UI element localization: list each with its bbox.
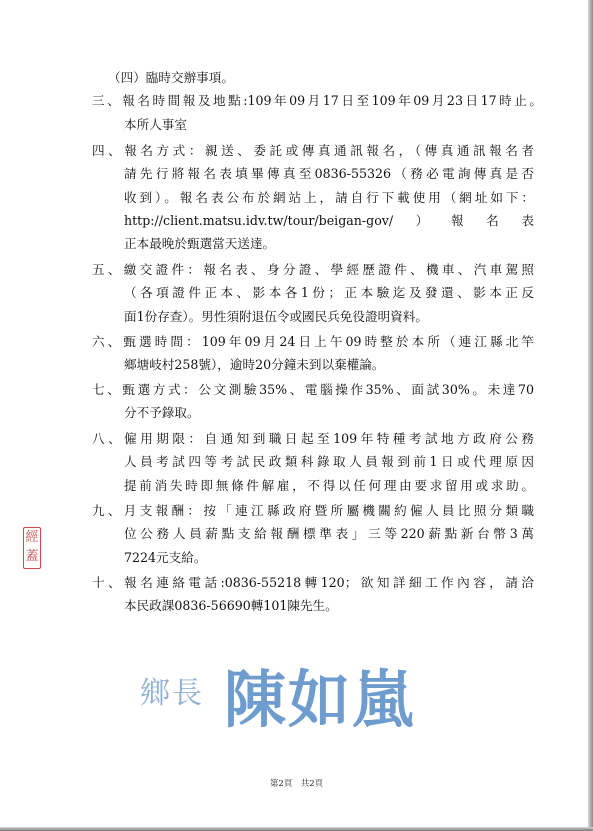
text-line: 五、繳交證件：報名表、身分證、學經歷證件、機車、汽車駕照 xyxy=(92,262,534,277)
seal-char: 經 xyxy=(25,530,39,545)
text-line: 九、月支報酬：按「連江縣政府暨所屬機關約僱人員比照分類職 xyxy=(92,503,534,518)
text-line: 提前消失時即無條件解雇，不得以任何理由要求留用或求助。 xyxy=(124,478,534,493)
text-line: 本民政課0836-56690轉101陳先生。 xyxy=(124,598,338,613)
text-line: 分不予錄取。 xyxy=(124,405,200,420)
seal-stamp xyxy=(23,527,41,569)
text-line: 十、報名連絡電話:0836-55218轉120；欲知詳細工作內容，請洽 xyxy=(92,575,534,590)
text-line: 7224元支給。 xyxy=(124,550,207,565)
text-line: 八、僱用期限：自通知到職日起至109年特種考試地方政府公務 xyxy=(92,431,534,446)
text-line: 請先行將報名表填畢傳真至0836-55326（務必電詢傳真是否 xyxy=(124,166,534,181)
text-line: 正本最晚於甄選當天送達。 xyxy=(124,236,276,251)
text-line: 本所人事室 xyxy=(124,117,187,132)
page-footer: 第2頁 共2頁 xyxy=(269,779,324,789)
text-line: 鄉塘岐村258號），逾時20分鐘未到以棄權論。 xyxy=(124,357,385,372)
text-line: 收到）。報名表公布於網站上，請自行下載使用（網址如下： xyxy=(124,190,534,205)
text-line: 七、甄選方式：公文測驗35%、電腦操作35%、面試30%。未達70 xyxy=(92,382,534,397)
text-line: 四、報名方式：親送、委託或傳真通訊報名，（傳真通訊報名者 xyxy=(92,143,534,158)
text-line: 位公務人員薪點支給報酬標準表」三等220薪點新台幣3萬 xyxy=(124,526,534,541)
signature-title: 鄉長 xyxy=(140,676,204,711)
text-line: 面1份存查）。男性須附退伍令或國民兵免役證明資料。 xyxy=(124,309,428,324)
text-line: （四）臨時交辦事項。 xyxy=(108,70,234,85)
text-line: （各項證件正本、影本各1份；正本驗迄及發還、影本正反 xyxy=(124,285,534,300)
text-line: 人員考試四等考試民政類科錄取人員報到前1日或代理原因 xyxy=(124,454,534,469)
page-edge-bottom xyxy=(0,827,593,831)
page-edge-right xyxy=(588,0,593,831)
signature-name: 陳如嵐 xyxy=(224,663,417,736)
seal-char: 蓋 xyxy=(25,549,39,564)
text-line: 六、甄選時間：109年09月24日上午09時整於本所（連江縣北竿 xyxy=(92,334,534,349)
text-line: http://client.matsu.idv.tw/tour/beigan-gov/）報名表 xyxy=(124,213,534,228)
signature xyxy=(138,650,458,736)
text-line: 三、報名時間報及地點:109年09月17日至109年09月23日17時止。 xyxy=(92,93,542,108)
